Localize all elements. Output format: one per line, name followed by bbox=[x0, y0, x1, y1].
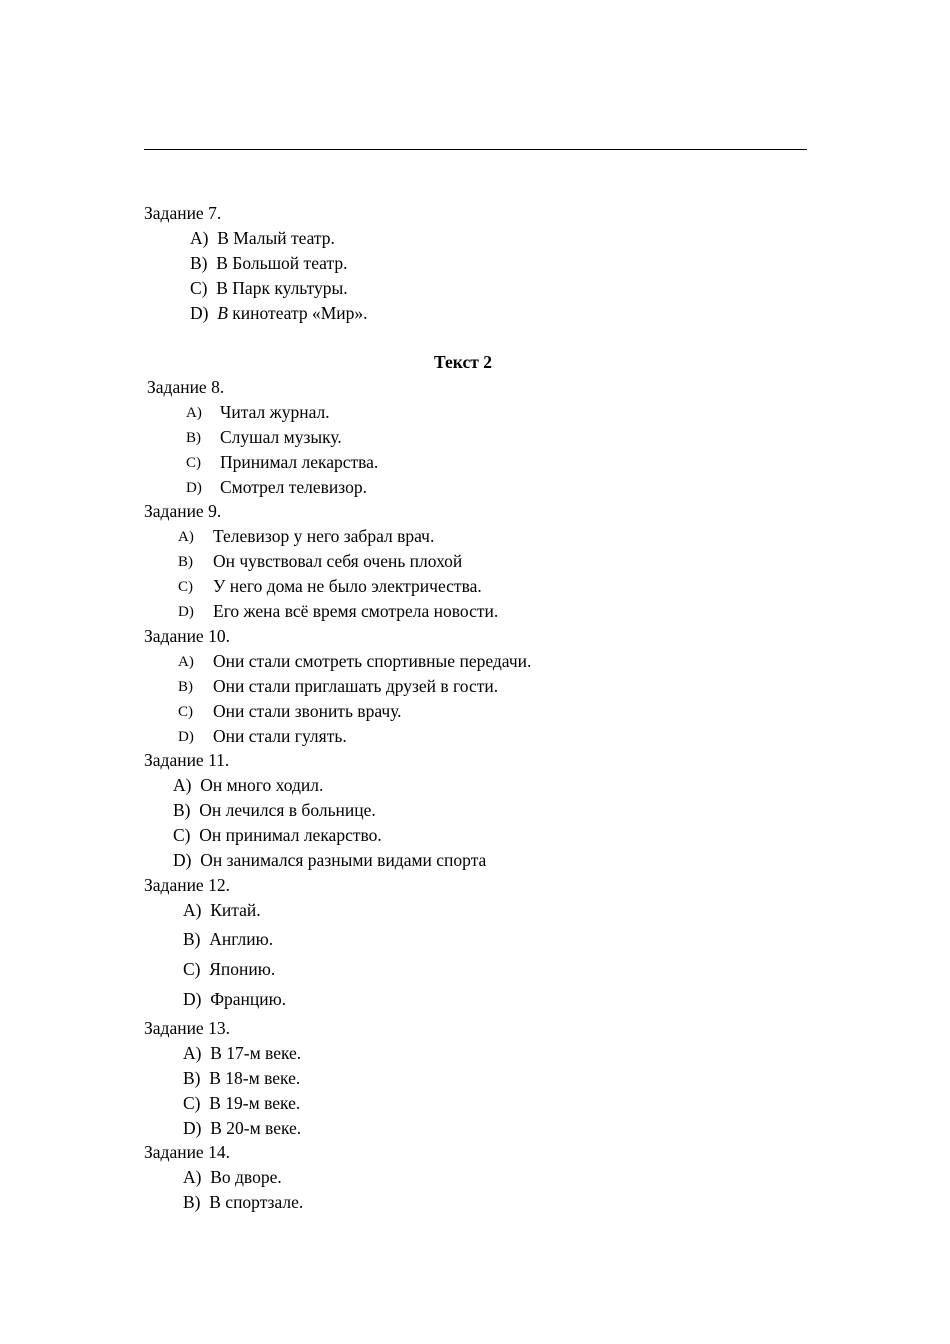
option-text: Он много ходил. bbox=[200, 775, 324, 795]
option-letter: B) bbox=[183, 1068, 201, 1088]
question-9-option-c-letter: C) bbox=[178, 579, 193, 595]
question-10-option-a-text: Они стали смотреть спортивные передачи. bbox=[213, 651, 532, 671]
text-2-heading: Текст 2 bbox=[434, 352, 492, 372]
option-text: В 19-м веке. bbox=[209, 1093, 301, 1113]
question-11-option-a bbox=[173, 775, 323, 795]
option-text: Во дворе. bbox=[210, 1167, 282, 1187]
question-9-option-a-text: Телевизор у него забрал врач. bbox=[213, 526, 435, 546]
option-letter: D) bbox=[183, 989, 202, 1009]
question-7-option-b bbox=[190, 253, 347, 273]
question-9-option-d-text: Его жена всё время смотрела новости. bbox=[213, 601, 499, 621]
question-12-option-d bbox=[183, 989, 286, 1009]
question-7-option-d bbox=[190, 303, 368, 323]
option-letter: A) bbox=[183, 1043, 202, 1063]
question-7-option-c bbox=[190, 278, 348, 298]
option-text: В Парк культуры. bbox=[216, 278, 348, 298]
option-text: Он занимался разными видами спорта bbox=[200, 850, 487, 870]
option-text: Англию. bbox=[209, 929, 274, 949]
question-9-option-b-letter: B) bbox=[178, 554, 193, 570]
option-text: Он принимал лекарство. bbox=[199, 825, 382, 845]
option-text-italic: В bbox=[217, 303, 228, 323]
question-11-title: Задание 11. bbox=[144, 750, 230, 770]
option-letter: C) bbox=[183, 959, 201, 979]
option-text: В 18-м веке. bbox=[209, 1068, 301, 1088]
header-rule bbox=[144, 149, 807, 150]
question-13-option-a bbox=[183, 1043, 301, 1063]
option-text: В спортзале. bbox=[209, 1192, 304, 1212]
question-9-option-c-text: У него дома не было электричества. bbox=[213, 576, 482, 596]
question-10-title: Задание 10. bbox=[144, 626, 230, 646]
question-12-option-c bbox=[183, 959, 275, 979]
question-11-option-b bbox=[173, 800, 376, 820]
question-13-option-c bbox=[183, 1093, 300, 1113]
option-text: Францию. bbox=[210, 989, 287, 1009]
question-13-title: Задание 13. bbox=[144, 1018, 230, 1038]
question-8-option-c-letter: C) bbox=[186, 455, 201, 471]
question-12-title: Задание 12. bbox=[144, 875, 230, 895]
question-8-title: Задание 8. bbox=[147, 377, 225, 397]
option-letter: A) bbox=[183, 1167, 202, 1187]
question-10-option-a-letter: A) bbox=[178, 654, 194, 670]
option-text: В Малый театр. bbox=[217, 228, 335, 248]
option-text: Китай. bbox=[210, 900, 261, 920]
question-10-option-d-text: Они стали гулять. bbox=[213, 726, 347, 746]
question-10-option-b-letter: B) bbox=[178, 679, 193, 695]
option-text: В 17-м веке. bbox=[210, 1043, 302, 1063]
option-text: кинотеатр «Мир». bbox=[227, 303, 368, 323]
option-text: Он лечился в больнице. bbox=[199, 800, 376, 820]
question-11-option-c bbox=[173, 825, 382, 845]
question-10-option-d-letter: D) bbox=[178, 729, 194, 745]
question-14-option-a bbox=[183, 1167, 282, 1187]
question-8-option-d-text: Смотрел телевизор. bbox=[220, 477, 367, 497]
question-8-option-a-text: Читал журнал. bbox=[220, 402, 330, 422]
question-14-title: Задание 14. bbox=[144, 1142, 230, 1162]
option-letter: A) bbox=[183, 900, 202, 920]
question-9-option-d-letter: D) bbox=[178, 604, 194, 620]
option-letter: C) bbox=[173, 825, 191, 845]
question-12-option-a bbox=[183, 900, 261, 920]
option-letter: D) bbox=[183, 1118, 202, 1138]
question-11-option-d bbox=[173, 850, 486, 870]
question-10-option-c-text: Они стали звонить врачу. bbox=[213, 701, 402, 721]
question-8-option-b-letter: B) bbox=[186, 430, 201, 446]
question-8-option-d-letter: D) bbox=[186, 480, 202, 496]
question-13-option-b bbox=[183, 1068, 300, 1088]
option-text: В Большой театр. bbox=[216, 253, 348, 273]
question-9-option-b-text: Он чувствовал себя очень плохой bbox=[213, 551, 463, 571]
option-letter: B) bbox=[183, 1192, 201, 1212]
question-8-option-b-text: Слушал музыку. bbox=[220, 427, 342, 447]
option-letter: D) bbox=[190, 303, 209, 323]
question-8-option-a-letter: A) bbox=[186, 405, 202, 421]
option-letter: B) bbox=[190, 253, 208, 273]
option-letter: B) bbox=[173, 800, 191, 820]
question-10-option-b-text: Они стали приглашать друзей в гости. bbox=[213, 676, 499, 696]
option-text: В 20-м веке. bbox=[210, 1118, 302, 1138]
question-9-title: Задание 9. bbox=[144, 501, 222, 521]
option-letter: C) bbox=[183, 1093, 201, 1113]
question-8-option-c-text: Принимал лекарства. bbox=[220, 452, 379, 472]
question-10-option-c-letter: C) bbox=[178, 704, 193, 720]
question-14-option-b bbox=[183, 1192, 303, 1212]
option-letter: A) bbox=[173, 775, 192, 795]
question-9-option-a-letter: A) bbox=[178, 529, 194, 545]
option-text: Японию. bbox=[209, 959, 276, 979]
option-letter: A) bbox=[190, 228, 209, 248]
option-letter: B) bbox=[183, 929, 201, 949]
question-7-option-a bbox=[190, 228, 335, 248]
question-13-option-d bbox=[183, 1118, 301, 1138]
option-letter: C) bbox=[190, 278, 208, 298]
question-12-option-b bbox=[183, 929, 273, 949]
question-7-title: Задание 7. bbox=[144, 203, 222, 223]
option-letter: D) bbox=[173, 850, 192, 870]
